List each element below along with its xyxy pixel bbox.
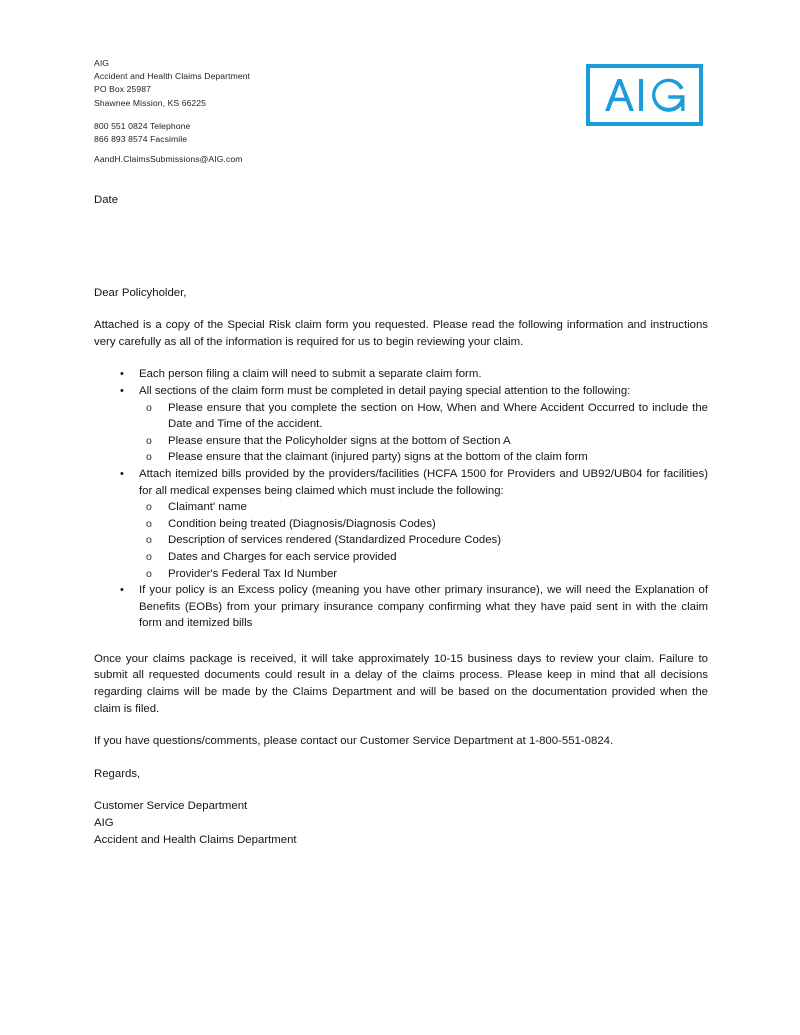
sub-list-item [94,516,708,533]
letterhead-department: Accident and Health Claims Department [94,71,251,82]
sub-list-item-text: Provider's Federal Tax Id Number [168,567,338,580]
sub-list-item [94,400,708,433]
bullet-icon: • [120,584,124,597]
letterhead-email: AandH.ClaimsSubmissions@AIG.com [94,154,243,165]
date-line: Date [94,194,119,206]
list-item-text: Each person filing a claim will need to submit a separate claim form. [139,368,482,381]
sub-list-item-text: Dates and Charges for each service provided [168,550,397,563]
intro-list-spacer [94,350,708,366]
list-processing-spacer [94,632,708,651]
instructions-list [94,366,708,632]
salutation-intro-spacer [94,301,708,317]
contact-closing-spacer [94,750,708,766]
date-salutation-spacer [94,209,708,285]
list-item-text: If your policy is an Excess policy (meaning you have other primary insurance), we will need the Explanation of Benefits (EOBs) from your primary insurance company confirming what they have paid sent in with the claim form and itemized bills [139,584,708,630]
sub-list-item [94,499,708,516]
list-item-text: All sections of the claim form must be completed in detail paying special attention to the following: [139,384,631,397]
list-item [94,466,708,582]
sub-bullet-icon: o [146,534,152,547]
letter-body [94,192,708,848]
signature-line-2: AIG [94,817,114,830]
letterhead-telephone: 800 551 0824 Telephone [94,120,191,131]
sub-list-item [94,449,708,466]
bullet-icon: • [120,384,124,397]
sub-list-item [94,532,708,549]
signature-line-3: Accident and Health Claims Department [94,833,297,846]
sub-bullet-icon: o [146,517,152,530]
letterhead-address-block [94,57,514,110]
sub-bullet-icon: o [146,401,152,414]
sub-list-item-text: Claimant' name [168,501,247,514]
sub-list-item-text: Please ensure that the Policyholder signs at the bottom of Section A [168,434,511,447]
sub-list-item [94,433,708,450]
letterhead-spacer [94,110,514,120]
letterhead-contact-block [94,120,514,146]
letterhead-city-state-zip: Shawnee Mission, KS 66225 [94,97,207,108]
letterhead-company: AIG [94,58,110,68]
letterhead-po-box: PO Box 25987 [94,84,151,95]
aig-logo-glyphs [602,77,688,113]
salutation: Dear Policyholder, [94,286,187,299]
sub-list-item [94,549,708,566]
sub-bullet-icon: o [146,451,152,464]
sub-list-item-text: Description of services rendered (Standardized Procedure Codes) [168,534,502,547]
signature-line-1: Customer Service Department [94,800,248,813]
sub-list-item-text: Please ensure that the claimant (injured party) signs at the bottom of the claim form [168,451,588,464]
list-item-text: Attach itemized bills provided by the providers/facilities (HCFA 1500 for Providers and UB92/UB04 for facilities) for all medical expenses being claimed which must include the following: [139,467,708,497]
signature-block [94,798,708,848]
list-item [94,383,708,466]
closing-signature-spacer [94,782,708,798]
sub-list-item [94,566,708,583]
list-item [94,366,708,383]
sub-list-item-text: Please ensure that you complete the section on How, When and Where Accident Occurred to include the Date and Time of the accident. [168,401,708,431]
letterhead [94,57,514,166]
sub-list [94,400,708,466]
processing-paragraph: Once your claims package is received, it will take approximately 10-15 business days to review your claim. Failure to submit all requested documents could result in a delay of the claims process. Please keep in mind that all decisions regarding claims will be made by the Claims Department and will be based on the documentation provided when the claim is filed. [94,652,708,715]
bullet-icon: • [120,467,124,480]
bullet-icon: • [120,368,124,381]
sub-bullet-icon: o [146,501,152,514]
sub-bullet-icon: o [146,434,152,447]
letterhead-facsimile: 866 893 8574 Facsimile [94,134,188,145]
sub-list-item-text: Condition being treated (Diagnosis/Diagnosis Codes) [168,517,436,530]
list-item [94,582,708,632]
intro-paragraph: Attached is a copy of the Special Risk claim form you requested. Please read the following information and instructions very carefully as all of the information is required for us to begin reviewing your claim. [94,319,708,348]
sub-list [94,499,708,582]
processing-contact-spacer [94,717,708,733]
letterhead-spacer-2 [94,146,514,153]
sub-bullet-icon: o [146,567,152,580]
contact-paragraph: If you have questions/comments, please contact our Customer Service Department at 1-800-551-0824. [94,735,614,748]
sub-bullet-icon: o [146,550,152,563]
aig-logo [586,64,703,126]
closing: Regards, [94,767,141,780]
